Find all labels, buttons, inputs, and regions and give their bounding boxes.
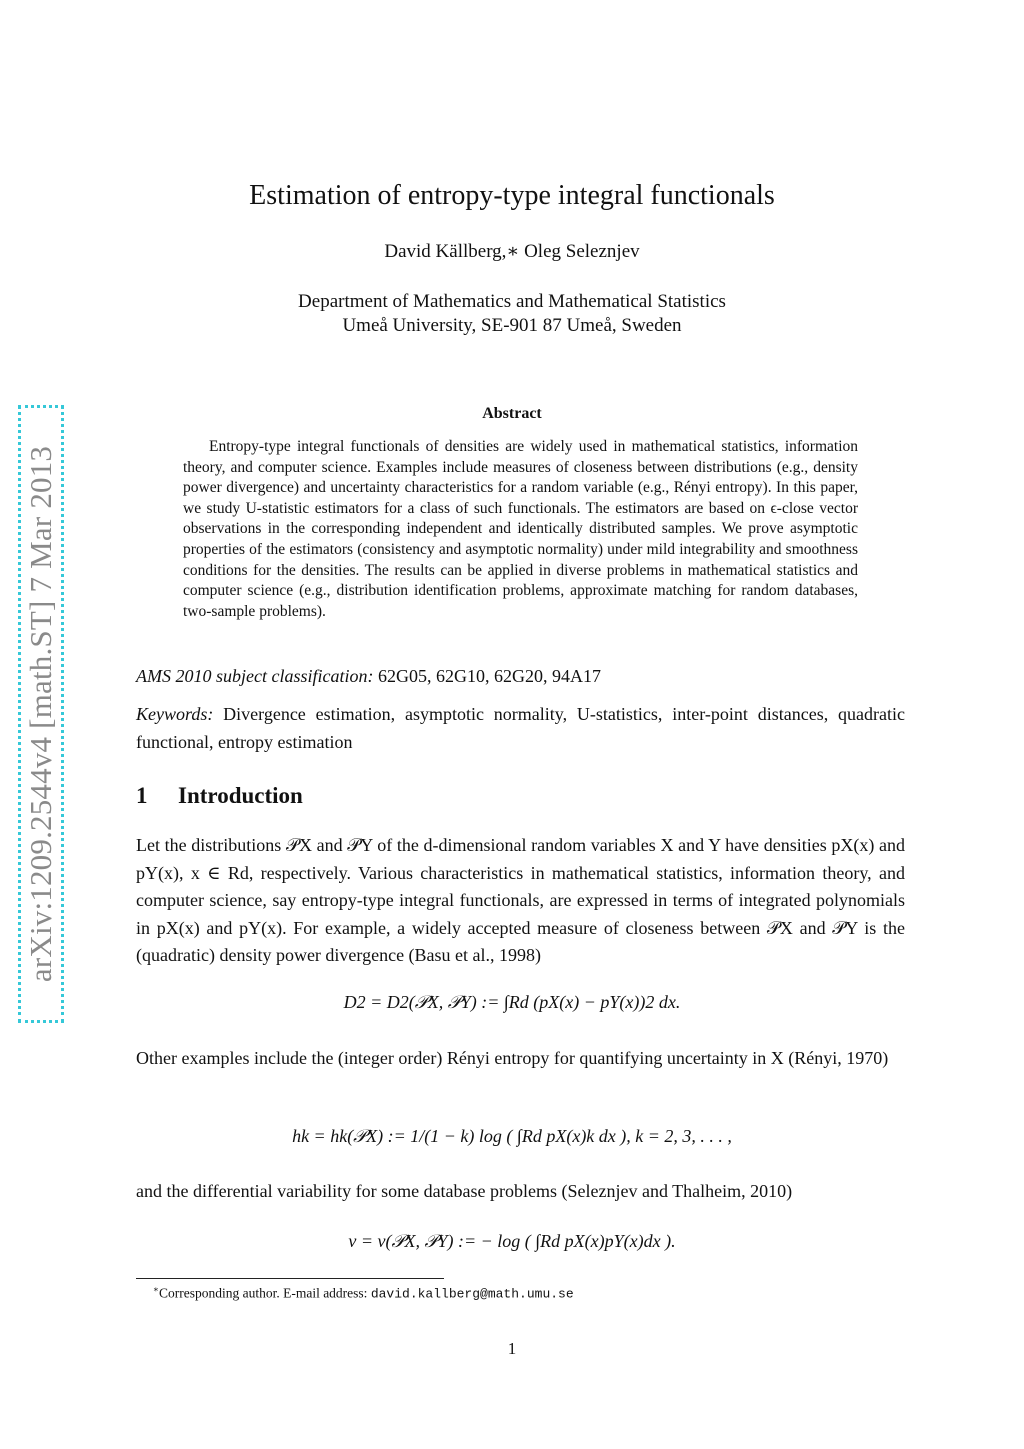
paragraph-variability (136, 1178, 905, 1206)
ams-classification (136, 663, 905, 691)
footnote-text: Corresponding author. E-mail address: (158, 1285, 368, 1301)
equation-renyi-entropy: hk = hk(𝒫X) := 1/(1 − k) log ( ∫Rd pX(x)k dx ), k = 2, 3, . . . , (292, 1126, 732, 1146)
footnote-email[interactable]: david.kallberg@math.umu.se (370, 1286, 574, 1302)
section-title: Introduction (178, 783, 303, 808)
equation-variability: v = v(𝒫X, 𝒫Y) := − log ( ∫Rd pX(x)pY(x)dx ). (348, 1231, 676, 1251)
arxiv-stamp-text: arXiv:1209.2544v4 [math.ST] 7 Mar 2013 (23, 445, 58, 983)
section-number: 1 (136, 783, 148, 808)
department: Department of Mathematics and Mathematical Statistics (298, 291, 726, 312)
address: Umeå University, SE-901 87 Umeå, Sweden (342, 315, 682, 336)
footnote-marker: ∗ (153, 1284, 159, 1294)
abstract-text: Entropy-type integral functionals of densities are widely used in mathematical statistics, information theory, and computer science. Examples include measures of closeness between distributions (e.g., density power divergence) and uncertainty characteristics for a random variable (e.g., Rényi entropy). In this paper, we study U-statistic estimators for a class of such functionals. The estimators are based on ϵ-close vector observations in the corresponding independent and identically distributed samples. We prove asymptotic properties of the estimators (consistency and asymptotic normality) under mild integrability and smoothness conditions for the densities. The results can be applied in diverse problems in mathematical statistics and computer science (e.g., distribution identification problems, approximate matching for random databases, two-sample problems). (183, 438, 858, 620)
footnote-rule (136, 1278, 444, 1279)
keywords-text: Divergence estimation, asymptotic normality, U-statistics, inter-point distances, quadratic functional, entropy estimation (136, 704, 905, 752)
paragraph-renyi (136, 1045, 905, 1073)
paragraph-renyi-text: Other examples include the (integer order) Rényi entropy for quantifying uncertainty in X (Rényi, 1970) (136, 1048, 889, 1068)
intro-text: Let the distributions 𝒫X and 𝒫Y of the d-dimensional random variables X and Y have densities pX(x) and pY(x), x ∈ Rd, respectively. Various characteristics in mathematical statistics, information theory, and computer science, say entropy-type integral functionals, are expressed in terms of integrated polynomials in pX(x) and pY(x). For example, a widely accepted measure of closeness between 𝒫X and 𝒫Y is the (quadratic) density power divergence (Basu et al., 1998) (136, 835, 905, 965)
section-heading (136, 783, 303, 809)
equation-divergence: D2 = D2(𝒫X, 𝒫Y) := ∫Rd (pX(x) − pY(x))2 dx. (343, 992, 681, 1012)
footnote (153, 1284, 574, 1302)
abstract-heading: Abstract (482, 405, 542, 422)
ams-label: AMS 2010 subject classification: (136, 666, 374, 686)
abstract-body (183, 437, 858, 622)
page-number: 1 (507, 1339, 517, 1358)
author-line: David Källberg,∗ Oleg Seleznjev (384, 241, 640, 262)
paper-title: Estimation of entropy-type integral functionals (249, 180, 775, 211)
keywords-label: Keywords: (136, 704, 214, 724)
paragraph-variability-text: and the differential variability for some database problems (Seleznjev and Thalheim, 2010) (136, 1181, 793, 1201)
intro-paragraph (136, 832, 905, 970)
arxiv-side-stamp (18, 405, 64, 1023)
ams-codes: 62G05, 62G10, 62G20, 94A17 (377, 666, 601, 686)
affiliation (0, 290, 1024, 338)
keywords (136, 701, 905, 756)
